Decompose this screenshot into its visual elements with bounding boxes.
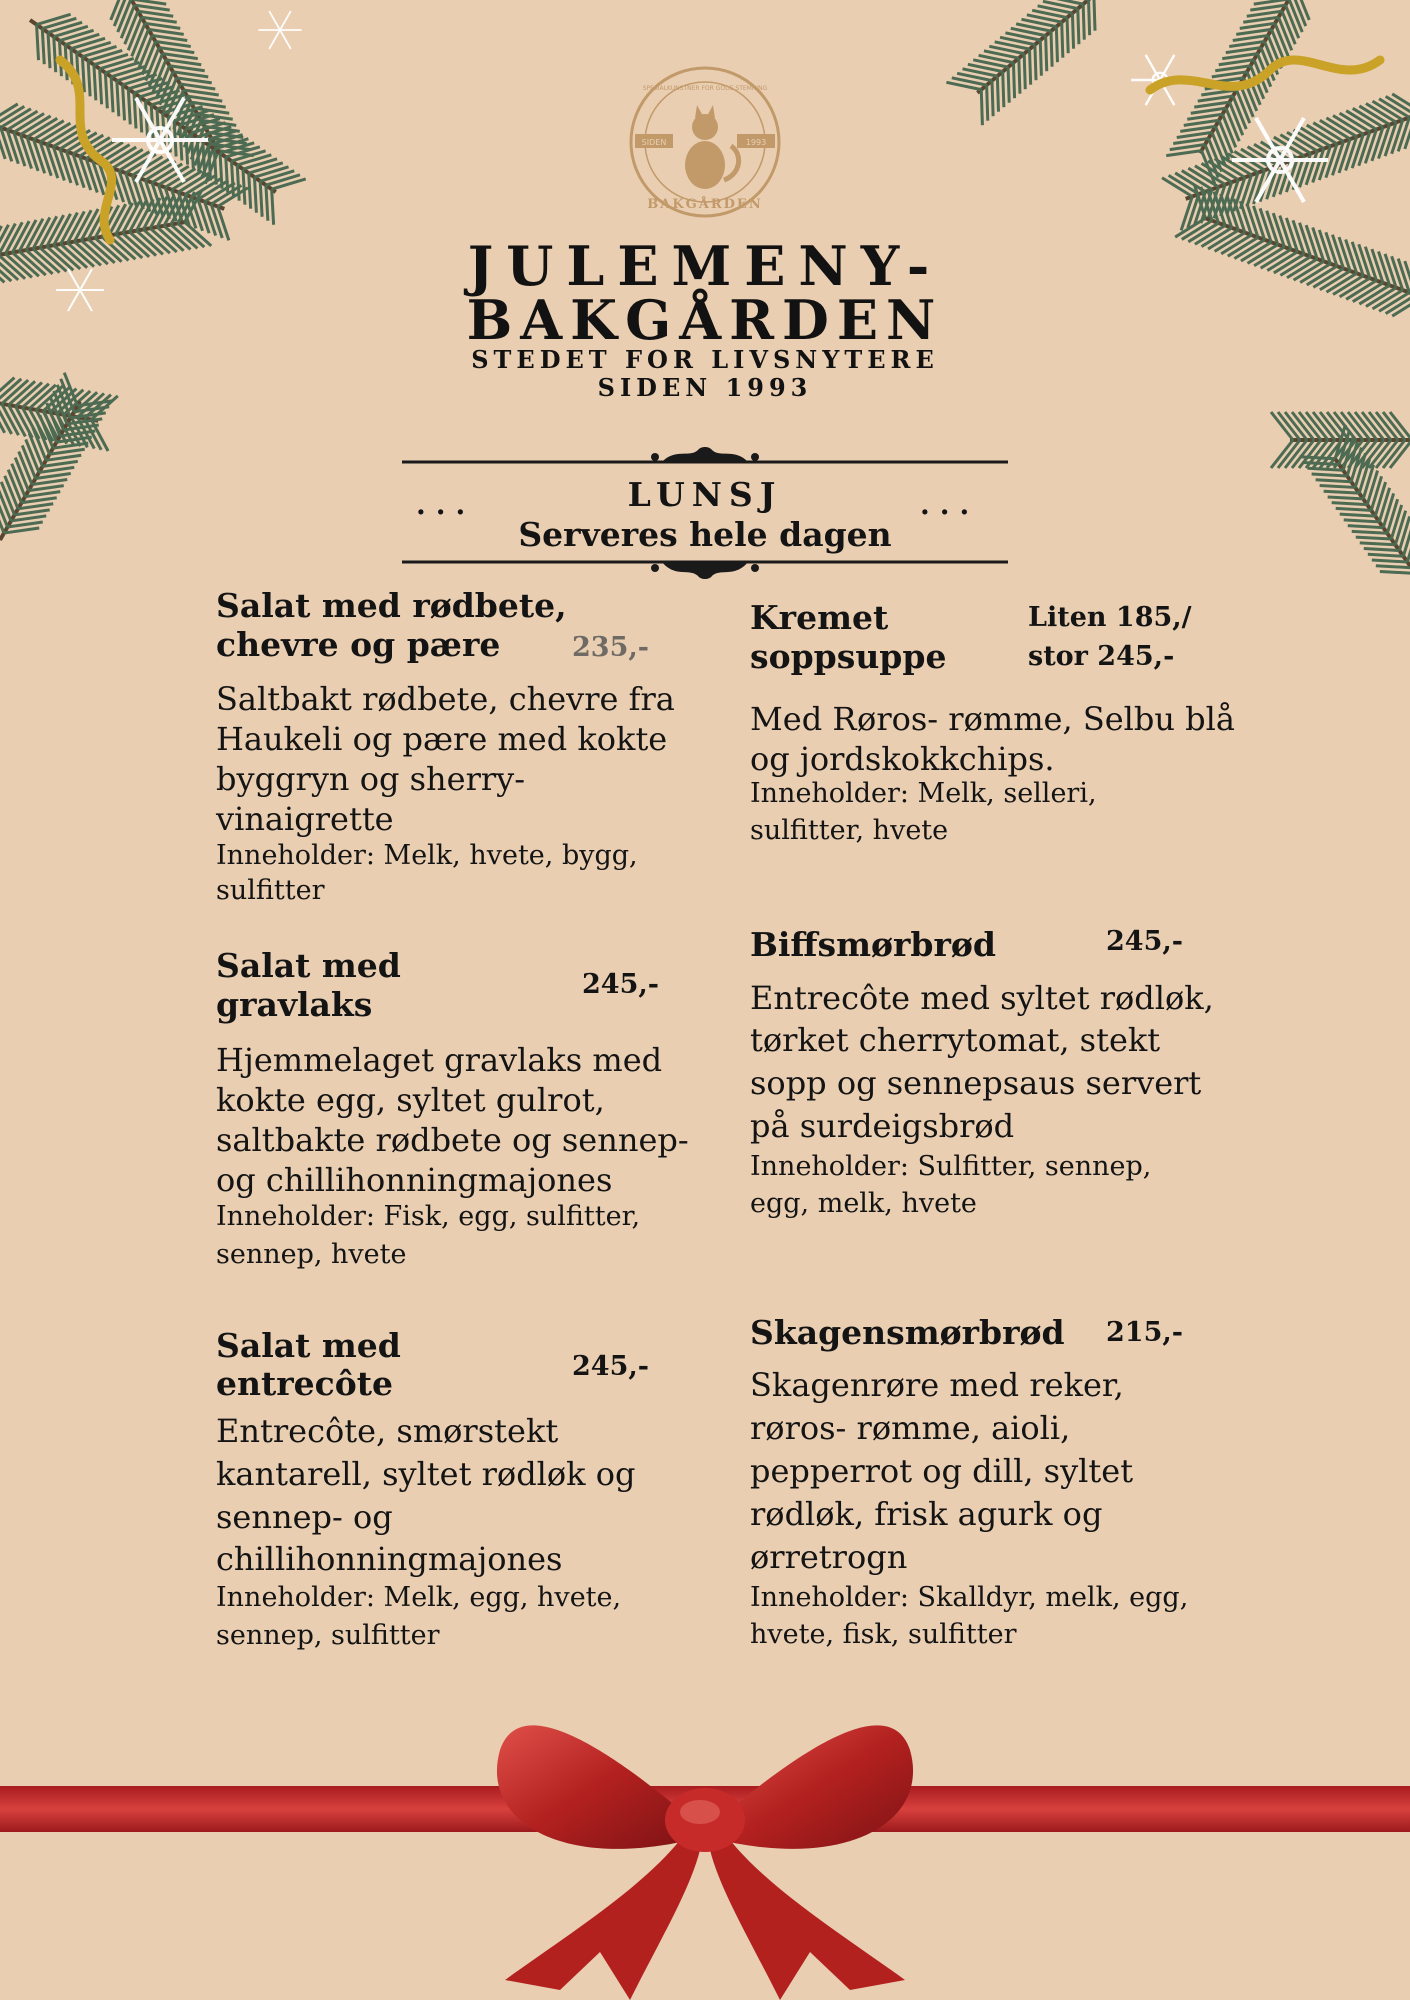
- dish-description: kantarell, syltet rødløk og: [216, 1455, 636, 1493]
- dish-allergens: Inneholder: Fisk, egg, sulfitter,: [216, 1201, 641, 1232]
- dish-description: pepperrot og dill, syltet: [750, 1452, 1134, 1490]
- dish-allergens: sennep, hvete: [216, 1239, 407, 1270]
- dish-price: stor 245,-: [1028, 641, 1175, 672]
- dish-description: sennep- og: [216, 1498, 393, 1536]
- page-title-line1: JULEMENY-: [467, 234, 943, 298]
- dish-description: og chillihonningmajones: [216, 1161, 613, 1199]
- section-dots-left: ...: [416, 488, 476, 521]
- dish-price: 245,-: [1106, 926, 1183, 957]
- dish-allergens: sulfitter: [216, 875, 325, 906]
- dish-allergens: Inneholder: Melk, selleri,: [750, 778, 1097, 809]
- logo-name: BAKGÅRDEN: [647, 197, 763, 212]
- section-title: LUNSJ: [627, 475, 783, 514]
- dish-name: Kremet: [750, 598, 889, 637]
- dish-allergens: Inneholder: Melk, egg, hvete,: [216, 1582, 622, 1613]
- dish-price: 215,-: [1106, 1317, 1183, 1348]
- cat-logo-icon: [685, 105, 739, 189]
- dish-name: Salat med: [216, 1326, 401, 1365]
- dish-name: chevre og pære: [216, 625, 501, 664]
- section-dots-right: ...: [920, 488, 980, 521]
- page-title-line2: BAKGÅRDEN: [466, 288, 944, 352]
- dish-name: Skagensmørbrød: [750, 1313, 1065, 1352]
- dish-description: kokte egg, syltet gulrot,: [216, 1081, 605, 1119]
- dish-description: tørket cherrytomat, stekt: [750, 1021, 1161, 1059]
- dish-description: Saltbakt rødbete, chevre fra: [216, 680, 675, 718]
- dish-description: Haukeli og pære med kokte: [216, 720, 668, 758]
- logo-arc-text: SPESIALKUNSTNER FOR GODE STEMNING: [642, 85, 768, 92]
- dish-name: entrecôte: [216, 1364, 393, 1403]
- dish-description: røros- rømme, aioli,: [750, 1409, 1071, 1447]
- dish-description: Hjemmelaget gravlaks med: [216, 1041, 663, 1079]
- dish-description: vinaigrette: [216, 800, 394, 838]
- dish-allergens: Inneholder: Sulfitter, sennep,: [750, 1151, 1152, 1182]
- dish-name: Salat med rødbete,: [216, 586, 567, 625]
- dish-description: Skagenrøre med reker,: [750, 1366, 1124, 1404]
- tagline-line1: STEDET FOR LIVSNYTERE: [471, 345, 939, 374]
- dish-description: ørretrogn: [750, 1538, 908, 1576]
- dish-description: og jordskokkchips.: [750, 740, 1055, 778]
- red-bow-icon: [0, 1690, 1410, 2000]
- dish-name: Biffsmørbrød: [750, 925, 996, 964]
- dish-name: Salat med: [216, 946, 401, 985]
- dish-description: Med Røros- rømme, Selbu blå: [750, 700, 1235, 738]
- dish-description: rødløk, frisk agurk og: [750, 1495, 1103, 1533]
- logo-right-tag: 1993: [745, 138, 767, 147]
- dish-price: 235,-: [572, 632, 649, 663]
- dish-price: Liten 185,/: [1028, 602, 1192, 633]
- logo-left-tag: SIDEN: [641, 138, 667, 147]
- dish-allergens: Inneholder: Melk, hvete, bygg,: [216, 840, 638, 871]
- dish-name: soppsuppe: [750, 637, 947, 676]
- dish-allergens: sulfitter, hvete: [750, 815, 949, 846]
- tagline-line2: SIDEN 1993: [597, 373, 813, 402]
- dish-description: Entrecôte, smørstekt: [216, 1412, 559, 1450]
- section-subtitle: Serveres hele dagen: [518, 515, 892, 554]
- dish-description: byggryn og sherry-: [216, 760, 526, 798]
- dish-allergens: sennep, sulfitter: [216, 1620, 440, 1651]
- dish-allergens: egg, melk, hvete: [750, 1188, 977, 1219]
- dish-description: chillihonningmajones: [216, 1540, 563, 1578]
- dish-description: sopp og sennepsaus servert: [750, 1064, 1202, 1102]
- dish-description: saltbakte rødbete og sennep-: [216, 1121, 689, 1159]
- dish-name: gravlaks: [216, 985, 373, 1024]
- dish-price: 245,-: [572, 1351, 649, 1382]
- dish-price: 245,-: [582, 969, 659, 1000]
- bakgarden-logo: [625, 62, 785, 222]
- dish-allergens: hvete, fisk, sulfitter: [750, 1619, 1017, 1650]
- dish-description: Entrecôte med syltet rødløk,: [750, 979, 1214, 1017]
- dish-allergens: Inneholder: Skalldyr, melk, egg,: [750, 1582, 1189, 1613]
- dish-description: på surdeigsbrød: [750, 1107, 1015, 1145]
